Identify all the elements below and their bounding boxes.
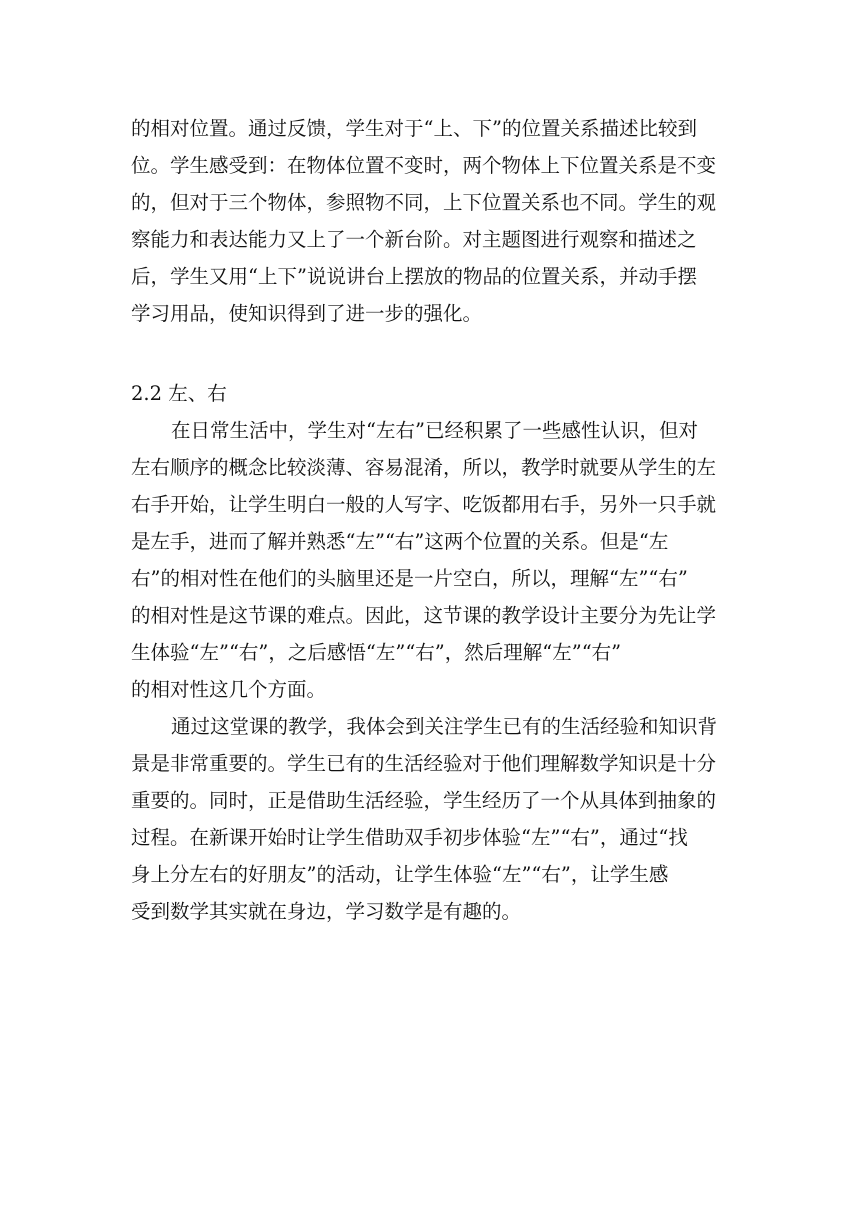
text-line: 左右顺序的概念比较淡薄、容易混淆，所以，教学时就要从学生的左	[131, 456, 717, 479]
text-line: 受到数学其实就在身边，学习数学是有趣的。	[131, 900, 522, 923]
text-line: 的，但对于三个物体，参照物不同，上下位置关系也不同。学生的观	[131, 191, 717, 214]
paragraph-3	[131, 708, 729, 930]
paragraph-1	[131, 110, 729, 332]
paragraph-spacer	[131, 332, 729, 375]
paragraph-2	[131, 412, 729, 708]
text-line: 在日常生活中，学生对“左右”已经积累了一些感性认识，但对	[171, 419, 698, 442]
text-line: 过程。在新课开始时让学生借助双手初步体验“左”“右”，通过“找	[131, 826, 688, 849]
section-heading: 2.2 左、右	[131, 382, 227, 405]
text-line: 后，学生又用“上下”说说讲台上摆放的物品的位置关系，并动手摆	[131, 265, 697, 288]
text-line: 右手开始，让学生明白一般的人写字、吃饭都用右手，另外一只手就	[131, 493, 717, 516]
text-line: 的相对性这几个方面。	[131, 678, 327, 701]
text-line: 右”的相对性在他们的头脑里还是一片空白，所以，理解“左”“右”	[131, 567, 688, 590]
text-line: 重要的。同时，正是借助生活经验，学生经历了一个从具体到抽象的	[131, 789, 717, 812]
text-line: 景是非常重要的。学生已有的生活经验对于他们理解数学知识是十分	[131, 752, 717, 775]
text-line: 是左手，进而了解并熟悉“左”“右”这两个位置的关系。但是“左	[131, 530, 669, 553]
text-line: 察能力和表达能力又上了一个新台阶。对主题图进行观察和描述之	[131, 228, 697, 251]
text-line: 生体验“左”“右”，之后感悟“左”“右”，然后理解“左”“右”	[131, 641, 622, 664]
text-line: 通过这堂课的教学，我体会到关注学生已有的生活经验和知识背	[171, 715, 718, 738]
text-line: 的相对位置。通过反馈，学生对于“上、下”的位置关系描述比较到	[131, 117, 697, 140]
text-line: 学习用品，使知识得到了进一步的强化。	[131, 302, 483, 325]
text-line: 位。学生感受到：在物体位置不变时，两个物体上下位置关系是不变	[131, 154, 717, 177]
document-page	[131, 110, 729, 930]
text-line: 身上分左右的好朋友”的活动，让学生体验“左”“右”，让学生感	[131, 863, 669, 886]
text-line: 的相对性是这节课的难点。因此，这节课的教学设计主要分为先让学	[131, 604, 717, 627]
